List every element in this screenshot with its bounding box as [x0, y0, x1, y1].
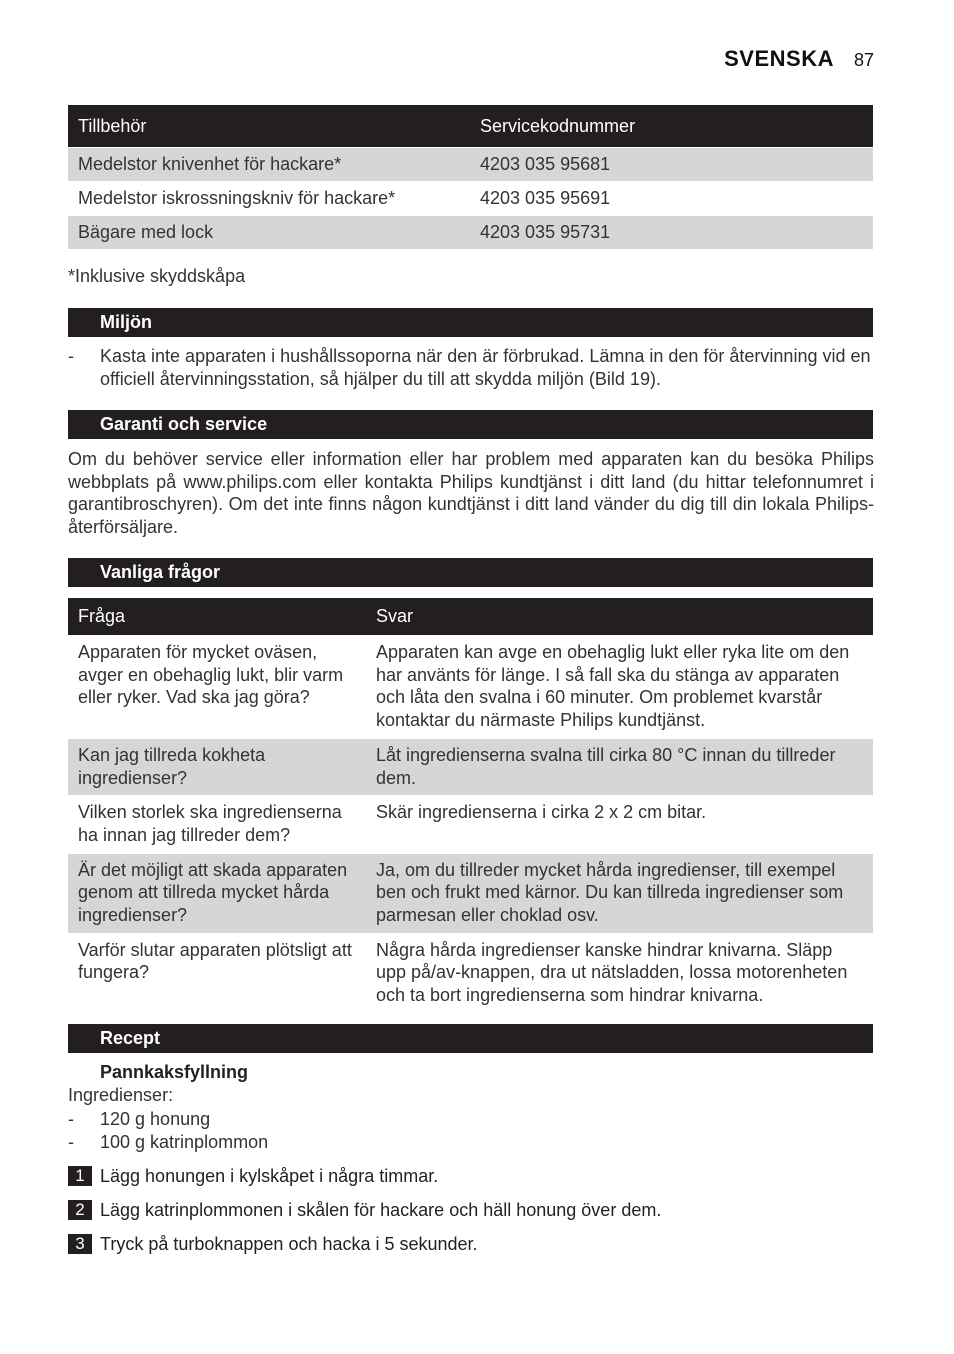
faq-answer: Låt ingredienserna svalna till cirka 80 °C innan du tillreder dem.	[366, 738, 873, 795]
list-item	[68, 1131, 874, 1154]
column-header: Svar	[366, 598, 873, 636]
table-row	[68, 148, 873, 182]
table-row	[68, 796, 873, 853]
dash-bullet: -	[68, 346, 74, 366]
faq-answer: Några hårda ingredienser kanske hindrar knivarna. Släpp upp på/av-knappen, dra ut nätsladden, lossa motorenheten och ta bort ingredienserna som hindrar knivarna.	[366, 933, 873, 1013]
list-item	[68, 1108, 874, 1131]
table-row	[68, 853, 873, 933]
column-header: Fråga	[68, 598, 366, 636]
table-cell: Medelstor knivenhet för hackare*	[68, 148, 470, 182]
recipe-step	[68, 1199, 661, 1221]
column-header: Servicekodnummer	[470, 105, 873, 148]
recipe-step	[68, 1165, 438, 1187]
list-item	[68, 345, 874, 390]
list-item-text: Kasta inte apparaten i hushållssoporna när den är förbrukad. Lämna in den för återvinning vid en officiell återvinningsstation, så hjälper du till att skydda miljön (Bild 19).	[100, 346, 871, 389]
step-number: 2	[68, 1200, 92, 1220]
table-row	[68, 738, 873, 795]
guarantee-paragraph: Om du behöver service eller information eller har problem med apparaten kan du besöka Philips webbplats på www.philips.com eller kontakta Philips kundtjänst i ditt land (du hittar telefonnumret i garantibroschyren). Om det inte finns någon kundtjänst i ditt land vänder du dig till din lokala Philips-återförsäljare.	[68, 449, 874, 538]
table-header-row	[68, 105, 873, 148]
dash-bullet: -	[68, 1132, 74, 1152]
recipe-step	[68, 1233, 478, 1255]
step-text: Lägg katrinplommonen i skålen för hackare och häll honung över dem.	[100, 1199, 662, 1220]
step-text: Lägg honungen i kylskåpet i några timmar.	[100, 1165, 439, 1186]
table-row	[68, 933, 873, 1013]
table-row	[68, 216, 873, 250]
faq-answer: Apparaten kan avge en obehaglig lukt eller ryka lite om den har använts för länge. I så fall ska du stänga av apparaten och låta den svalna i 60 minuter. Om problemet kvarstår kontaktar du närmaste Philips kundtjänst.	[366, 636, 873, 739]
faq-table	[68, 598, 873, 1013]
table-cell: Medelstor iskrossningskniv för hackare*	[68, 182, 470, 216]
table-cell: 4203 035 95681	[470, 148, 873, 182]
table-header-row	[68, 598, 873, 636]
faq-answer: Ja, om du tillreder mycket hårda ingredienser, till exempel ben och frukt med kärnor. Du kan tillreda ingredienser som parmesan eller choklad osv.	[366, 853, 873, 933]
column-header: Tillbehör	[68, 105, 470, 148]
table-row	[68, 182, 873, 216]
step-number: 3	[68, 1234, 92, 1254]
table-row	[68, 636, 873, 739]
table-cell: Bägare med lock	[68, 216, 470, 250]
ingredient-text: 120 g honung	[100, 1109, 211, 1129]
section-heading-guarantee: Garanti och service	[68, 410, 873, 439]
faq-answer: Skär ingredienserna i cirka 2 x 2 cm bitar.	[366, 796, 873, 853]
section-heading-environment: Miljön	[68, 308, 873, 337]
table-cell: 4203 035 95691	[470, 182, 873, 216]
recipe-name: Pannkaksfyllning	[100, 1062, 249, 1082]
faq-question: Vilken storlek ska ingredienserna ha innan jag tillreder dem?	[68, 796, 366, 853]
language-label: SVENSKA	[724, 46, 834, 71]
ingredients-label: Ingredienser:	[68, 1085, 174, 1105]
section-heading-recipe: Recept	[68, 1024, 873, 1053]
faq-question: Apparaten för mycket oväsen, avger en obehaglig lukt, blir varm eller ryker. Vad ska jag göra?	[68, 636, 366, 739]
faq-question: Kan jag tillreda kokheta ingredienser?	[68, 738, 366, 795]
step-text: Tryck på turboknappen och hacka i 5 sekunder.	[100, 1233, 478, 1254]
section-heading-faq: Vanliga frågor	[68, 558, 873, 587]
faq-question: Varför slutar apparaten plötsligt att fungera?	[68, 933, 366, 1013]
step-number: 1	[68, 1166, 92, 1186]
dash-bullet: -	[68, 1109, 74, 1129]
faq-question: Är det möjligt att skada apparaten genom att tillreda mycket hårda ingredienser?	[68, 853, 366, 933]
table-cell: 4203 035 95731	[470, 216, 873, 250]
page-header	[724, 46, 874, 72]
ingredient-text: 100 g katrinplommon	[100, 1132, 269, 1152]
accessories-table	[68, 105, 873, 249]
footnote: *Inklusive skyddskåpa	[68, 266, 246, 286]
page-number: 87	[853, 50, 874, 70]
